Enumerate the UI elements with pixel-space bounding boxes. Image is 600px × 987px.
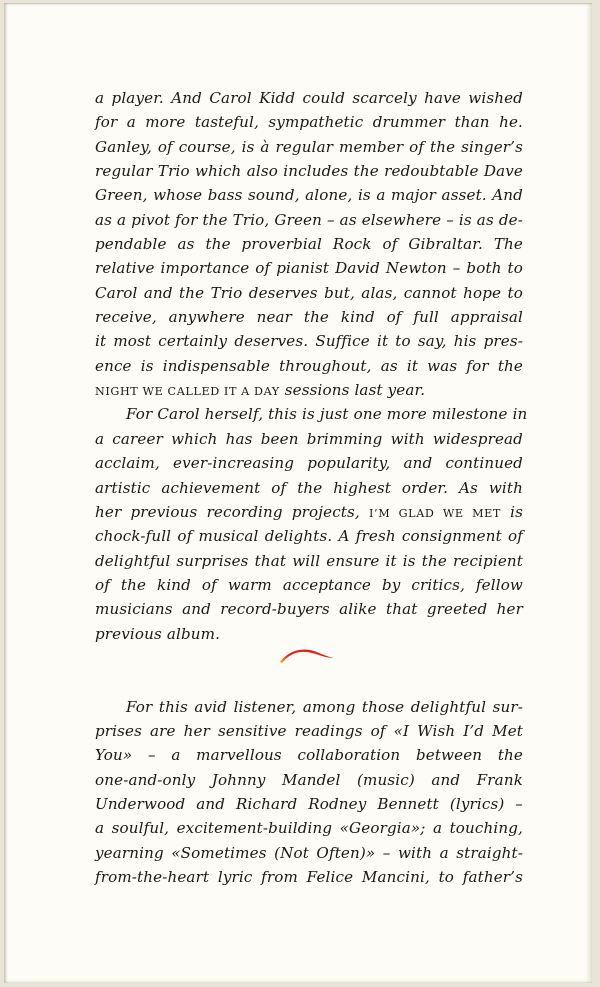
text-run: of the kind of warm acceptance by critics, fellow <box>95 575 523 594</box>
text-run: relative importance of pianist David Newton – both to <box>95 259 523 278</box>
text-run: pendable as the proverbial Rock of Gibraltar. The <box>95 235 523 254</box>
text-line <box>95 719 523 743</box>
text-line <box>95 232 523 256</box>
text-run: chock-full of musical delights. A fresh consignment of <box>95 527 523 546</box>
text-run: from-the-heart lyric from Felice Mancini, to father’s <box>95 868 523 886</box>
text-run: is <box>500 502 523 521</box>
swoosh-stroke <box>280 649 334 663</box>
text-line <box>95 524 523 548</box>
text-line <box>95 329 523 353</box>
text-line <box>95 281 523 305</box>
text-run: her previous recording projects, <box>95 502 370 521</box>
album-title-small-caps: NIGHT WE CALLED IT A DAY <box>95 385 280 399</box>
text-line <box>95 135 523 159</box>
text-line <box>95 86 523 110</box>
text-line <box>95 159 523 183</box>
text-run: artistic achievement of the highest order. As with <box>95 478 523 497</box>
text-run: Underwood and Richard Rodney Bennett (lyrics) – <box>95 794 523 813</box>
text-line <box>95 792 523 816</box>
text-line <box>95 816 523 840</box>
text-line <box>95 208 523 232</box>
text-run: Ganley, of course, is à regular member of the singer’s <box>95 137 523 156</box>
text-line <box>95 110 523 134</box>
red-swoosh-ornament-icon <box>278 643 336 665</box>
booklet-page <box>4 3 592 983</box>
text-run: You» – a marvellous collaboration between the <box>95 746 523 765</box>
text-line <box>95 500 523 524</box>
text-run: musicians and record-buyers alike that greeted her <box>95 600 523 619</box>
text-run: one-and-only Johnny Mandel (music) and Frank <box>95 770 523 789</box>
text-line <box>95 476 523 500</box>
text-line <box>95 695 523 719</box>
liner-notes-text <box>95 86 528 889</box>
text-line <box>95 402 528 426</box>
text-line <box>95 549 523 573</box>
text-line <box>95 451 523 475</box>
text-line <box>95 256 523 280</box>
text-line <box>95 768 523 792</box>
text-line <box>95 865 523 889</box>
text-run: for a more tasteful, sympathetic drummer than he. <box>95 113 523 132</box>
text-line <box>95 354 523 378</box>
text-run: For this avid listener, among those delightful sur- <box>126 697 523 716</box>
text-run: yearning «Sometimes (Not Often)» – with a straight- <box>95 843 523 862</box>
text-run: previous album. <box>95 624 221 643</box>
text-run: acclaim, ever-increasing popularity, and continued <box>95 454 523 473</box>
text-run: ence is indispensable throughout, as it was for the <box>95 356 523 375</box>
paragraph-3 <box>95 695 523 890</box>
text-line <box>95 597 523 621</box>
text-line <box>95 841 523 865</box>
text-run: a career which has been brimming with widespread <box>95 429 523 448</box>
text-line <box>95 305 523 329</box>
paragraph-1 <box>95 86 523 402</box>
text-run: as a pivot for the Trio, Green – as elsewhere – is as de- <box>95 210 523 229</box>
text-run: For Carol herself, this is just one more milestone in <box>126 405 528 424</box>
text-run: a soulful, excitement-building «Georgia»; a touching, <box>95 819 523 838</box>
text-line <box>95 573 523 597</box>
text-run: regular Trio which also includes the redoubtable Dave <box>95 162 523 181</box>
text-run: delightful surprises that will ensure it is the recipient <box>95 551 523 570</box>
text-run: prises are her sensitive readings of «I Wish I’d Met <box>95 721 523 740</box>
text-run: it most certainly deserves. Suffice it to say, his pres- <box>95 332 523 351</box>
text-line <box>95 427 523 451</box>
text-line <box>95 183 523 207</box>
text-run: sessions last year. <box>279 381 426 400</box>
text-run: receive, anywhere near the kind of full appraisal <box>95 308 523 327</box>
album-title-small-caps: I’M GLAD WE MET <box>369 506 501 520</box>
text-run: Carol and the Trio deserves but, alas, cannot hope to <box>95 283 523 302</box>
text-line <box>95 743 523 767</box>
text-run: a player. And Carol Kidd could scarcely have wished <box>95 89 523 107</box>
text-line <box>95 378 523 402</box>
text-run: Green, whose bass sound, alone, is a major asset. And <box>95 186 523 205</box>
paragraph-2 <box>95 402 528 645</box>
